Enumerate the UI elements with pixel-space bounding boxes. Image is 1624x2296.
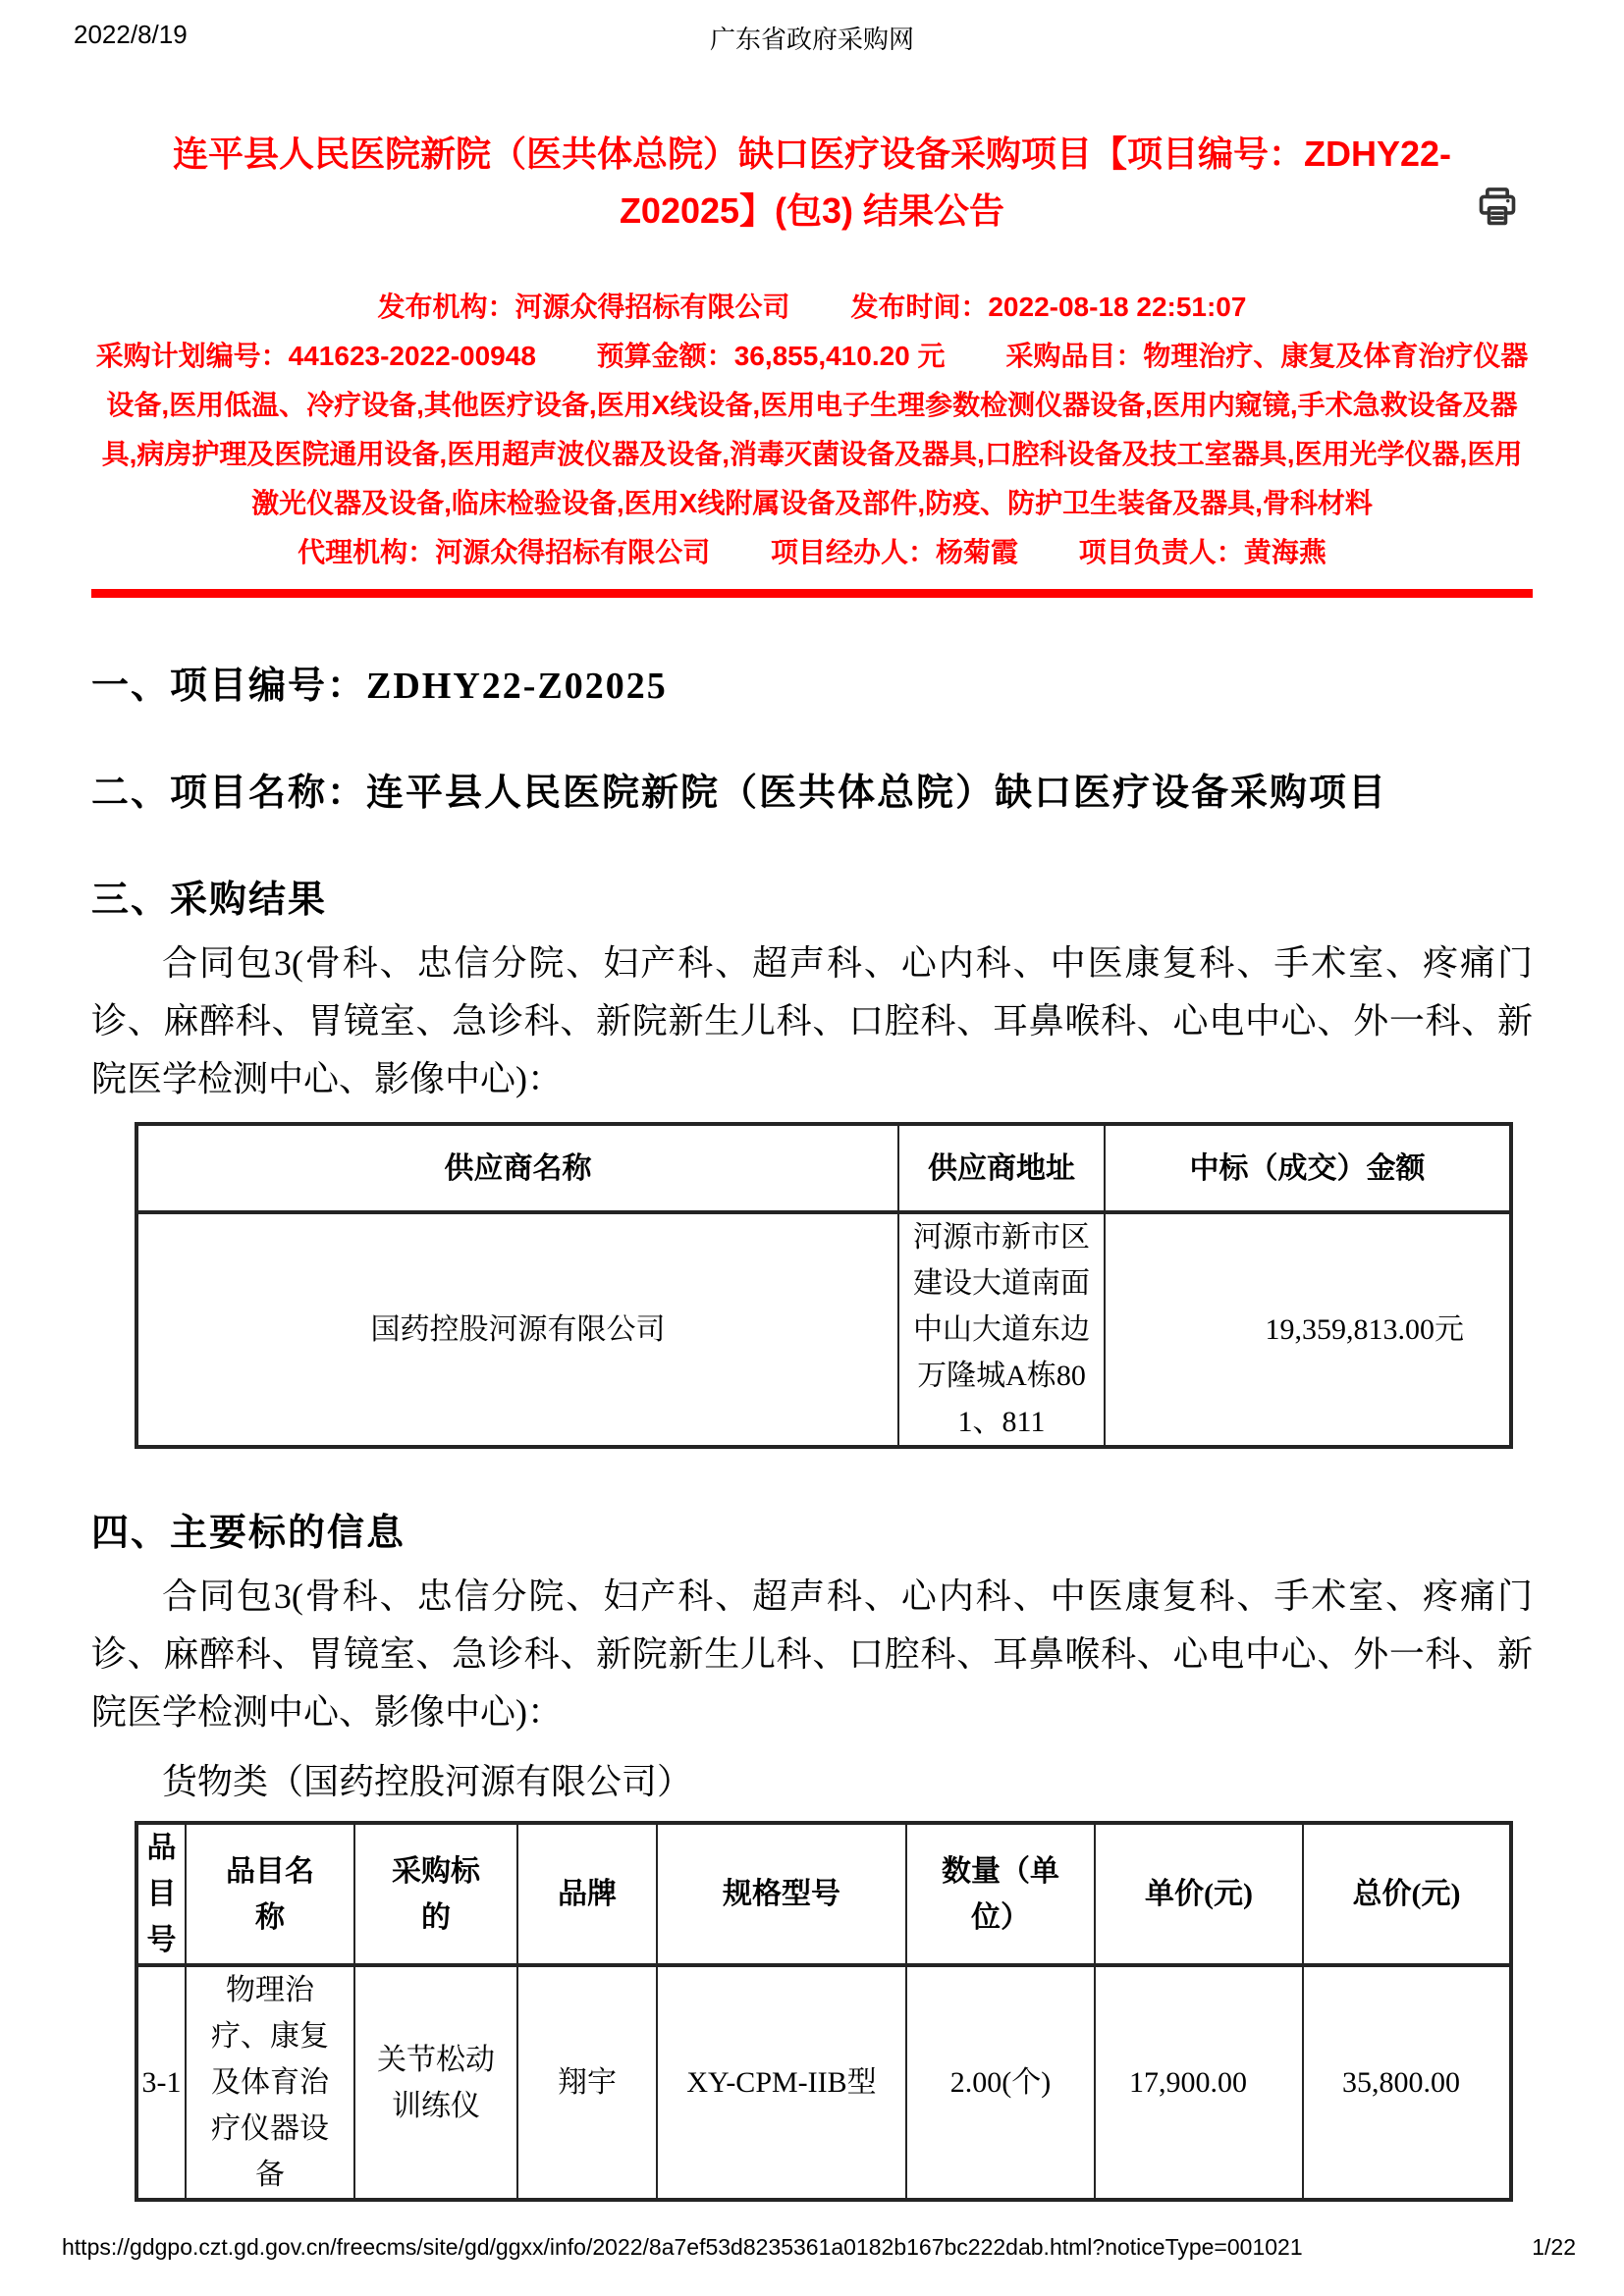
printer-icon — [1475, 185, 1520, 230]
handler-value: 杨菊霞 — [936, 537, 1019, 567]
budget-value: 36,855,410.20 元 — [733, 341, 946, 371]
supplier-table-head — [136, 1124, 1511, 1212]
model-cell: XY-CPM-IIB型 — [657, 1965, 906, 2200]
supplier-address-cell: 河源市新市区建设大道南面中山大道东边万隆城A栋801、811 — [898, 1212, 1105, 1447]
result-package-paragraph: 合同包3(骨科、忠信分院、妇产科、超声科、心内科、中医康复科、手术室、疼痛门诊、麻醉科、胃镜室、急诊科、新院新生儿科、口腔科、耳鼻喉科、心电中心、外一科、新院医学检测中心、影像中心)： — [91, 943, 1533, 1098]
print-button[interactable] — [1475, 185, 1520, 230]
supplier-row — [136, 1212, 1511, 1447]
source-url: https://gdgpo.czt.gd.gov.cn/freecms/site/gd/ggxx/info/2022/8a7ef53d8235361a0182b167bc222dab.html?noticeType=001021 — [62, 2234, 1303, 2260]
print-date: 2022/8/19 — [74, 20, 188, 49]
meta-line-publisher — [91, 283, 1533, 332]
supplier-table — [135, 1122, 1513, 1449]
section-project-name: 二、项目名称：连平县人民医院新院（医共体总院）缺口医疗设备采购项目 — [91, 773, 1388, 814]
supplier-table-header-row — [136, 1124, 1511, 1212]
subject-package-paragraph: 合同包3(骨科、忠信分院、妇产科、超声科、心内科、中医康复科、手术室、疼痛门诊、麻醉科、胃镜室、急诊科、新院新生儿科、口腔科、耳鼻喉科、心电中心、外一科、新院医学检测中心、影像中心)： — [91, 1576, 1533, 1732]
handler-label: 项目经办人： — [770, 537, 936, 567]
item-no-header: 品目号 — [136, 1823, 186, 1965]
goods-category-line: 货物类（国药控股河源有限公司） — [162, 1762, 693, 1801]
unit-price-header: 单价(元) — [1095, 1823, 1303, 1965]
red-divider — [91, 589, 1533, 598]
supplier-address-header: 供应商地址 — [898, 1124, 1105, 1212]
item-name-cell: 物理治疗、康复及体育治疗仪器设备 — [186, 1965, 354, 2200]
item-name-header: 品目名称 — [186, 1823, 354, 1965]
section-project-number: 一、项目编号：ZDHY22-Z02025 — [91, 666, 668, 707]
unit-price-cell: 17,900.00 — [1095, 1965, 1303, 2200]
publish-time-value: 2022-08-18 22:51:07 — [988, 292, 1247, 322]
budget-label: 预算金额： — [596, 341, 734, 371]
supplier-table-body — [136, 1212, 1511, 1447]
total-price-cell: 35,800.00 — [1303, 1965, 1511, 2200]
page-indicator: 1/22 — [1532, 2234, 1576, 2260]
award-amount-cell: 19,359,813.00元 — [1105, 1212, 1511, 1447]
supplier-name-cell: 国药控股河源有限公司 — [136, 1212, 898, 1447]
award-amount-header: 中标（成交）金额 — [1105, 1124, 1511, 1212]
brand-header: 品牌 — [517, 1823, 657, 1965]
items-table-head — [136, 1823, 1511, 1965]
section-procurement-result: 三、采购结果 — [91, 880, 328, 921]
item-row — [136, 1965, 1511, 2200]
categories-label: 采购品目： — [1005, 341, 1144, 371]
categories-value: 物理治疗、康复及体育治疗仪器设备,医用低温、冷疗设备,其他医疗设备,医用X线设备,医用电子生理参数检测仪器设备,医用内窥镜,手术急救设备及器具,病房护理及医院通用设备,医用超声波仪器及设备,消毒灭菌设备及器具,口腔科设备及技工室器具,医用光学仪器,医用激光仪器及设备,临床检验设备,医用X线附属设备及部件,防疫、防护卫生装备及器具,骨科材料 — [101, 341, 1529, 518]
site-name: 广东省政府采购网 — [709, 25, 914, 54]
print-header — [0, 20, 1624, 56]
brand-cell: 翔宇 — [517, 1965, 657, 2200]
leader-label: 项目负责人： — [1078, 537, 1244, 567]
meta-paragraph — [91, 332, 1533, 528]
section-main-subject-info: 四、主要标的信息 — [91, 1513, 406, 1554]
content-column — [0, 283, 1624, 2202]
total-price-header: 总价(元) — [1303, 1823, 1511, 1965]
meta-line-agency — [91, 528, 1533, 577]
items-table — [135, 1821, 1513, 2202]
items-table-body — [136, 1965, 1511, 2200]
procurement-target-cell: 关节松动训练仪 — [354, 1965, 517, 2200]
plan-no-label: 采购计划编号： — [95, 341, 289, 371]
plan-no-value: 441623-2022-00948 — [288, 341, 536, 371]
quantity-header: 数量（单位） — [906, 1823, 1095, 1965]
publisher-label: 发布机构： — [377, 292, 515, 322]
publish-time-label: 发布时间： — [850, 292, 989, 322]
item-no-cell: 3-1 — [136, 1965, 186, 2200]
items-table-header-row — [136, 1823, 1511, 1965]
agency-label: 代理机构： — [298, 537, 436, 567]
leader-value: 黄海燕 — [1243, 537, 1326, 567]
quantity-cell: 2.00(个) — [906, 1965, 1095, 2200]
procurement-target-header: 采购标的 — [354, 1823, 517, 1965]
supplier-name-header: 供应商名称 — [136, 1124, 898, 1212]
page-title: 连平县人民医院新院（医共体总院）缺口医疗设备采购项目【项目编号：ZDHY22-Z02025】(包3) 结果公告 — [172, 133, 1452, 231]
model-header: 规格型号 — [657, 1823, 906, 1965]
publisher-value: 河源众得招标有限公司 — [514, 292, 790, 322]
agency-value: 河源众得招标有限公司 — [435, 537, 711, 567]
